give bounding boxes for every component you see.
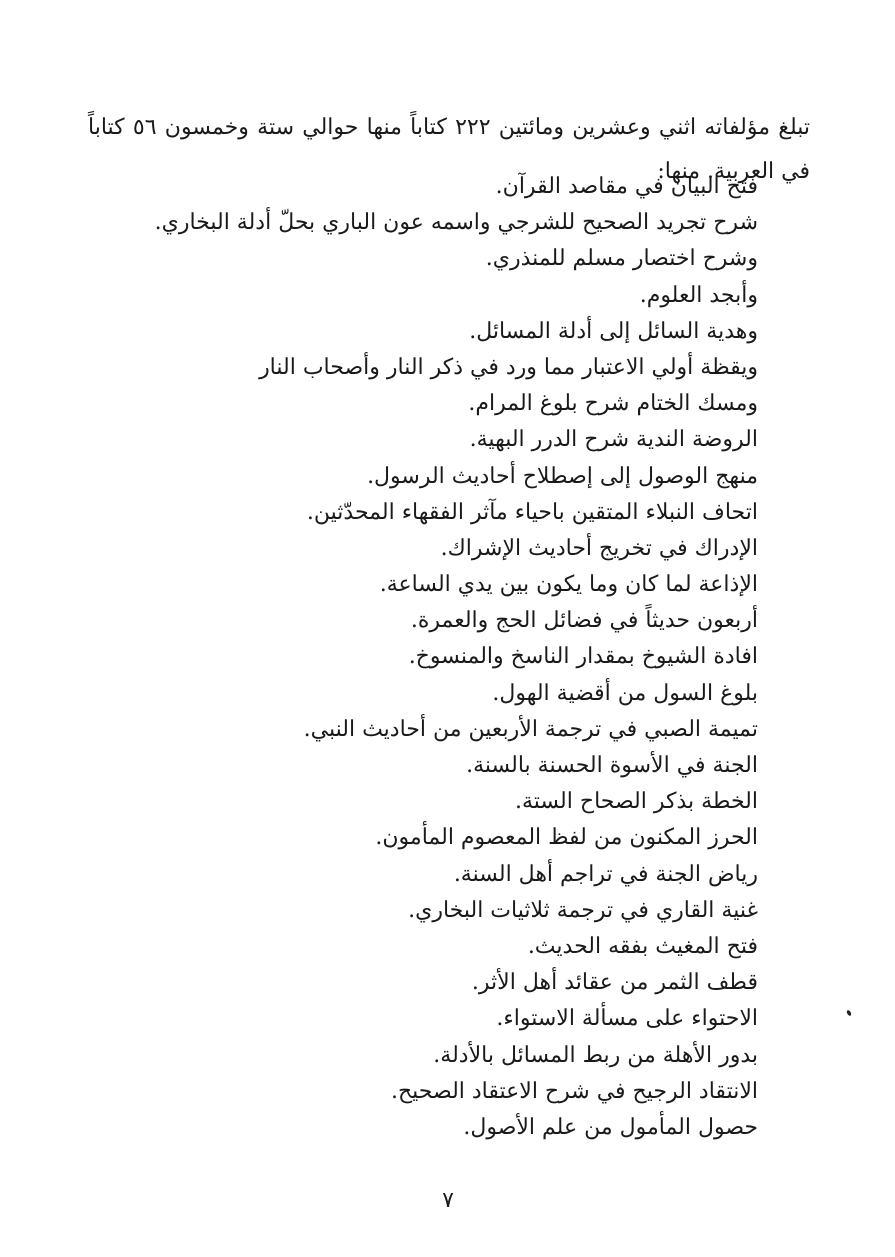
book-title-item: رياض الجنة في تراجم أهل السنة.	[453, 861, 758, 887]
book-list	[155, 170, 758, 1147]
book-title-item: اتحاف النبلاء المتقين باحياء مآثر الفقهاء المحدّثين.	[306, 499, 758, 525]
book-title-item: فتح البيان في مقاصد القرآن.	[495, 174, 758, 199]
book-title-item: الإذاعة لما كان وما يكون بين يدي الساعة.	[379, 572, 758, 598]
book-title-item: منهج الوصول إلى إصطلاح أحاديث الرسول.	[367, 463, 758, 489]
intro-paragraph: تبلغ مؤلفاته اثني وعشرين ومائتين ٢٢٢ كتاباً منها حوالي ستة وخمسون ٥٦ كتاباً في العربية. منها:	[88, 115, 810, 184]
book-title-item: وأبجد العلوم.	[639, 282, 758, 308]
book-title-item: بدور الأهلة من ربط المسائل بالأدلة.	[433, 1042, 758, 1068]
book-title-item: الإدراك في تخريج أحاديث الإشراك.	[440, 535, 758, 561]
book-title-item: غنية القاري في ترجمة ثلاثيات البخاري.	[408, 897, 758, 923]
book-title-item: الجنة في الأسوة الحسنة بالسنة.	[466, 753, 758, 778]
book-title-item: فتح المغيث بفقه الحديث.	[527, 933, 758, 959]
book-title-item: ويقظة أولي الاعتبار مما ورد في ذكر النار وأصحاب النار	[259, 354, 758, 380]
book-title-item: وهدية السائل إلى أدلة المسائل.	[469, 318, 758, 344]
book-title-item: الانتقاد الرجيح في شرح الاعتقاد الصحيح.	[390, 1078, 758, 1104]
book-title-item: حصول المأمول من علم الأصول.	[463, 1114, 758, 1140]
book-title-item: الروضة الندية شرح الدرر البهية.	[469, 427, 758, 453]
book-title-item: الخطة بذكر الصحاح الستة.	[515, 789, 758, 815]
book-title-item: شرح تجريد الصحيح للشرجي واسمه عون الباري بحلّ أدلة البخاري.	[154, 210, 758, 236]
book-title-item: وشرح اختصار مسلم للمنذري.	[485, 246, 758, 272]
book-title-item: الحرز المكنون من لفظ المعصوم المأمون.	[375, 825, 758, 851]
book-title-item: بلوغ السول من أقضية الهول.	[492, 680, 758, 706]
book-title-item: قطف الثمر من عقائد أهل الأثر.	[471, 970, 758, 996]
book-title-item: ومسك الختام شرح بلوغ المرام.	[468, 391, 758, 417]
book-title-item: أربعون حديثاً في فضائل الحج والعمرة.	[410, 608, 758, 634]
book-title-item: افادة الشيوخ بمقدار الناسخ والمنسوخ.	[408, 644, 758, 670]
ink-mark	[846, 1010, 852, 1017]
page-number: ٧	[442, 1188, 454, 1213]
book-title-item: تميمة الصبي في ترجمة الأربعين من أحاديث النبي.	[303, 716, 758, 742]
book-title-item: الاحتواء على مسألة الاستواء.	[496, 1006, 758, 1032]
